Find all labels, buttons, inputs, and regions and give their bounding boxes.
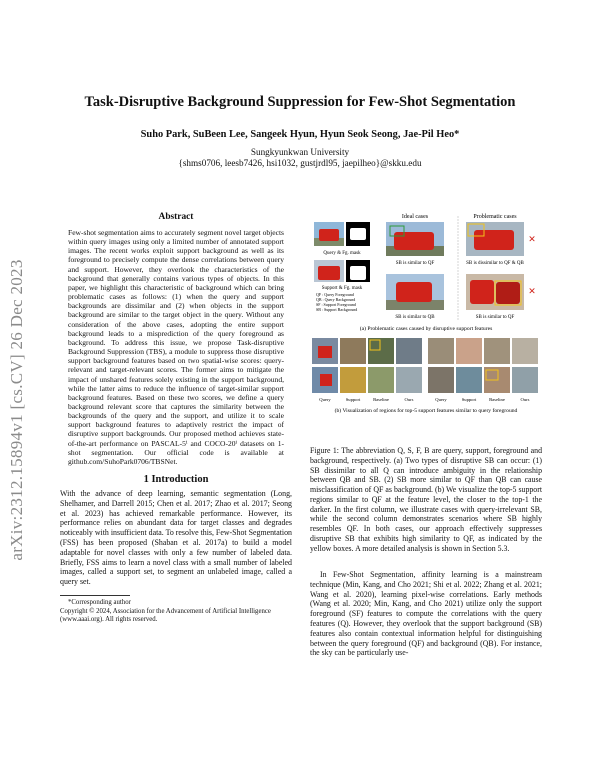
right-column <box>310 212 542 553</box>
b-r2-c8 <box>512 367 538 393</box>
legend <box>316 292 357 312</box>
b-r1-c8 <box>512 338 538 364</box>
right-body <box>310 570 542 658</box>
paper-title: Task-Disruptive Background Suppression for Few-Shot Segmentation <box>84 94 516 110</box>
intro-text: With the advance of deep learning, semantic segmentation (Long, Shelhamer, and Darrell 2015; Chen et al. 2017; Zhao et al. 2017; Seong et al. 2023) has achieved remarkable performance. However, its performance relies on abundant data for target classes and degrades noticeably with insufficient data. To resolve this, Few-Shot Segmentation (FSS) has been proposed (Shaban et al. 2017a) to build a model adaptable for novel classes with only a few number of labeled data. Briefly, FSS aims to learn a novel class with a small number of labeled images, called a support set, to segment an unlabeled image, called a query set. <box>60 489 292 587</box>
author-list: Suho Park, SuBeen Lee, Sangeek Hyun, Hyun Seok Seong, Jae-Pil Heo* <box>140 129 460 140</box>
support-image <box>314 260 344 282</box>
problem-case-2 <box>466 274 524 310</box>
b-r2-c2 <box>340 367 366 393</box>
affiliation: Sungkyunkwan University <box>250 147 350 157</box>
b-r2-c1-obj <box>320 374 332 386</box>
intro-heading: 1 Introduction <box>143 474 209 486</box>
footnote-rule <box>60 595 130 596</box>
col-label-1: Query <box>319 397 331 402</box>
panel-b <box>312 338 538 402</box>
col-label-6: Support <box>461 397 477 402</box>
sub-sb-qf2: SB is similar to QF <box>475 315 515 320</box>
b-r1-c4 <box>396 338 422 364</box>
abstract <box>60 212 292 466</box>
support-mask <box>346 260 370 282</box>
col-label-4: Ours <box>404 397 414 402</box>
b-r1-c2 <box>340 338 366 364</box>
abstract-heading: Abstract <box>158 212 194 222</box>
label-ideal: Ideal cases <box>401 214 429 220</box>
footnote-copyright: Copyright © 2024, Association for the Advancement of Artificial Intelligence (www.aaai.org). All rights reserved. <box>60 607 271 624</box>
arxiv-stamp-text: arXiv:2312.15894v1 [cs.CV] 26 Dec 2023 <box>7 259 26 561</box>
right-body-text: In Few-Shot Segmentation, affinity learning is a mainstream technique (Min, Kang, and Cho 2021; Shi et al. 2022; Zhang et al. 2021; Wang et al. 2020), learning pixel-wise correlations. Early methods (Wang et al. 2020; Min, Kang, and Cho 2021) utilize only the support foreground (SF) features to compute the correlations with the query features (Q). However, they overlook that the support background (SB) features also contain contextual information helpful for distinguishing between the query foreground (QF) and background (QB). For instance, the sky can be particularly use- <box>310 570 542 658</box>
sub-sb-qb: SB is similar to QB <box>395 315 435 320</box>
query-mask <box>346 222 370 246</box>
b-r1-c7 <box>484 338 510 364</box>
label-problematic: Problematic cases <box>473 214 517 220</box>
b-r2-c4 <box>396 367 422 393</box>
footnote-corresponding: *Corresponding author <box>68 599 131 607</box>
caption-b: (b) Visualization of regions for top-5 support features similar to query foreground <box>334 408 518 414</box>
arxiv-stamp <box>2 200 32 620</box>
problem-case-1 <box>466 222 524 256</box>
cross-mark-1: ✕ <box>528 234 536 244</box>
cross-mark-2: ✕ <box>528 286 536 296</box>
b-r1-c1-obj <box>318 346 332 358</box>
figure-1-graphic <box>310 212 542 436</box>
b-r1-c5 <box>428 338 454 364</box>
col-label-8: Ours <box>520 397 530 402</box>
emails: {shms0706, leesb7426, hsi1032, gustjrdl95, jaepilheo}@skku.edu <box>178 158 422 168</box>
b-r2-c3 <box>368 367 394 393</box>
b-r1-c3 <box>368 338 394 364</box>
col-label-3: Baseline <box>373 397 389 402</box>
ideal-case-1 <box>386 222 444 256</box>
legend-qf: QF : Query Foreground <box>316 292 354 297</box>
affiliation-block <box>40 147 560 169</box>
figure-1 <box>310 212 542 436</box>
b-r2-c6 <box>456 367 482 393</box>
legend-sb: SB : Support Background <box>316 307 358 312</box>
legend-sf: SF : Support Foreground <box>316 302 356 307</box>
label-query-mask: Query & Fg. mask <box>323 251 361 256</box>
col-label-5: Query <box>435 397 447 402</box>
caption-a: (a) Problematic cases caused by disruptive support features <box>359 326 493 332</box>
b-r1-c6 <box>456 338 482 364</box>
b-r2-c5 <box>428 367 454 393</box>
query-image <box>314 222 344 246</box>
legend-qb: QB : Query Background <box>316 297 356 302</box>
col-label-7: Baseline <box>489 397 505 402</box>
label-support-mask: Support & Fg. mask <box>321 286 363 291</box>
ideal-case-2 <box>386 274 444 310</box>
sub-sb-dissim: SB is dissimilar to QF & QB <box>466 261 524 266</box>
left-column <box>60 212 292 625</box>
abstract-text: Few-shot segmentation aims to accurately segment novel target objects within query images using only a limited number of annotated support images. The recent works exploit support background as well as its foreground to precisely compute the dense correlations between query and support. However, they overlook the characteristics of the background that generally contains various types of objects. In this paper, we highlight this characteristic of background which can bring problematic cases as follows: (1) when the query and support backgrounds are dissimilar and (2) when objects in the support background are similar to the target object in the query. Without any consideration of the above cases, adopting the entire support background leads to a misprediction of the query foreground as background. To address this issue, we propose Task-disruptive Background Suppression (TBS), a module to suppress those disruptive support background features based on two spatial-wise scores: query-relevant and target-relevant scores. The former aims to mitigate the impact of unshared features solely existing in the support background, while the latter aims to reduce the influence of target-similar support background features. Based on these two scores, we define a query background relevant score that captures the similarity between the backgrounds of the query and the support, and utilize it to scale support background features to adaptively restrict the impact of disruptive support backgrounds. Our proposed method achieves state-of-the-art performance on PASCAL-5ⁱ and COCO-20ⁱ datasets on 1-shot segmentation. Our official code is available at github.com/SuhoPark0706/TBSNet. <box>68 228 284 466</box>
sub-sb-qf: SB is similar to QF <box>395 261 435 266</box>
col-label-2: Support <box>345 397 361 402</box>
figure-caption: Figure 1: The abbreviation Q, S, F, B are query, support, foreground and background, respectively. (a) Two types of disruptive SB can occur: (1) SB dissimilar to all Q can introduce ambiguity in the relationship between QB and SB. (2) SB more similar to QF than QB can cause misclassification of QF as background. (b) We visualize the top-5 support regions similar to QF at the feature level, the closer to the top-1 the darker. In the first column, we illustrate cases with query-irrelevant SB, while the second column demonstrates scenarios where SB highly resembles QF. In both cases, our approach effectively suppresses disruptive SB that exhibits high similarity to QF, as indicated by the yellow boxes. A more detailed analysis is shown in Section 5.3. <box>310 446 542 553</box>
